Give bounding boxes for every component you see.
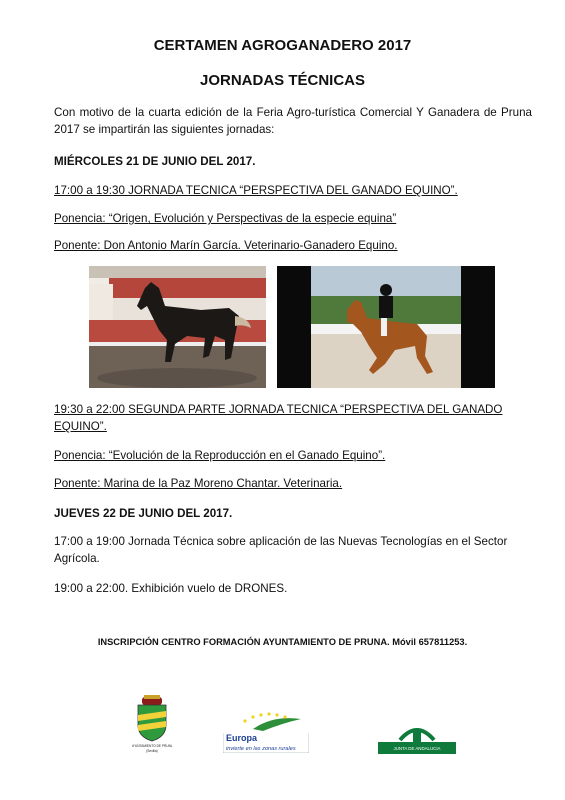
day1-speaker1: Ponente: Don Antonio Marín García. Veterinario-Ganadero Equino. <box>54 239 398 252</box>
europa-rural-logo <box>223 711 309 753</box>
horse-photo-left <box>89 266 266 388</box>
ayuntamiento-logo <box>132 695 172 755</box>
day2-date: JUEVES 22 DE JUNIO DEL 2017. <box>54 507 233 520</box>
svg-text:(Sevilla): (Sevilla) <box>146 749 158 753</box>
day1-session1: 17:00 a 19:30 JORNADA TECNICA “PERSPECTIVA DEL GANADO EQUINO”. <box>54 184 458 197</box>
day1-talk2: Ponencia: “Evolución de la Reproducción en el Ganado Equino”. <box>54 449 386 462</box>
svg-text:Europa: Europa <box>226 733 258 743</box>
day1-date: MIÉRCOLES 21 DE JUNIO DEL 2017. <box>54 155 256 168</box>
svg-text:JUNTA DE ANDALUCIA: JUNTA DE ANDALUCIA <box>393 746 441 751</box>
day2-session1: 17:00 a 19:00 Jornada Técnica sobre aplicación de las Nuevas Tecnologías en el Sector Agrícola. <box>54 535 508 565</box>
horse-photo-right <box>277 266 495 388</box>
day2-session2: 19:00 a 22:00. Exhibición vuelo de DRONES. <box>54 582 288 595</box>
svg-text:invierte en las zonas rurales: invierte en las zonas rurales <box>226 746 296 752</box>
registration-footer: INSCRIPCIÓN CENTRO FORMACIÓN AYUNTAMIENTO DE PRUNA. Móvil 657811253. <box>97 637 468 647</box>
day1-talk1: Ponencia: “Origen, Evolución y Perspectivas de la especie equina” <box>54 212 397 225</box>
document-subtitle: JORNADAS TÉCNICAS <box>199 72 365 89</box>
junta-andalucia-logo <box>378 716 456 754</box>
day1-speaker2: Ponente: Marina de la Paz Moreno Chantar. Veterinaria. <box>54 477 343 490</box>
document-title: CERTAMEN AGROGANADERO 2017 <box>153 37 412 54</box>
day1-session2: 19:30 a 22:00 SEGUNDA PARTE JORNADA TECNICA “PERSPECTIVA DEL GANADO EQUINO”. <box>54 403 503 433</box>
svg-text:AYUNTAMIENTO DE PRUNA: AYUNTAMIENTO DE PRUNA <box>132 744 172 748</box>
intro-paragraph: Con motivo de la cuarta edición de la Feria Agro-turística Comercial Y Ganadera de Pruna 2017 se impartirán las siguientes jornadas: <box>54 106 532 136</box>
